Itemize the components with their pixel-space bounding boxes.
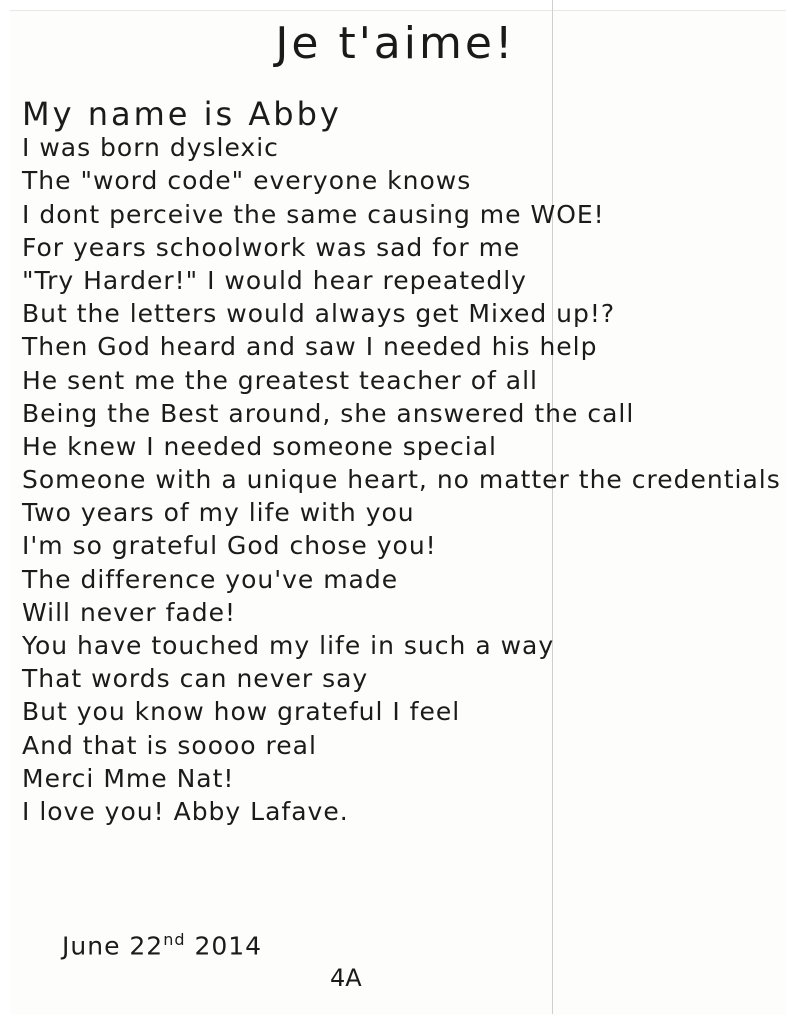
poem-line: I was born dyslexic (22, 133, 279, 163)
date-year: 2014 (194, 931, 263, 961)
poem-line: Being the Best around, she answered the call (22, 398, 635, 428)
poem-line: Someone with a unique heart, no matter the credentials (22, 465, 781, 495)
poem-line: I dont perceive the same causing me WOE! (22, 199, 605, 229)
poem-line: Then God heard and saw I needed his help (22, 332, 598, 362)
poem-line: My name is Abby (22, 95, 342, 133)
poem-line: And that is soooo real (22, 730, 317, 760)
letter-title: Je t'aime! (275, 18, 516, 69)
poem-line: Will never fade! (22, 597, 236, 627)
poem-line: He knew I needed someone special (22, 431, 497, 461)
date-day: June 22 (62, 931, 164, 961)
poem-line: Merci Mme Nat! (22, 763, 235, 793)
poem-line: The "word code" everyone knows (22, 166, 472, 196)
poem-line: The difference you've made (22, 564, 399, 594)
poem-line: He sent me the greatest teacher of all (22, 365, 538, 395)
poem-line: That words can never say (22, 664, 369, 694)
poem-line: I love you! Abby Lafave. (22, 796, 349, 826)
poem-line: Two years of my life with you (22, 498, 415, 528)
poem-line: You have touched my life in such a way (22, 631, 555, 660)
poem-line: But you know how grateful I feel (22, 697, 461, 727)
poem-line: I'm so grateful God chose you! (22, 531, 437, 561)
poem-line: But the letters would always get Mixed up!? (22, 299, 616, 329)
poem-body (22, 95, 791, 828)
poem-line: For years schoolwork was sad for me (22, 232, 521, 262)
poem-line: "Try Harder!" I would hear repeatedly (22, 265, 527, 295)
date-ordinal: nd (163, 930, 186, 949)
letter-date (62, 930, 262, 960)
class-label: 4A (330, 964, 362, 992)
